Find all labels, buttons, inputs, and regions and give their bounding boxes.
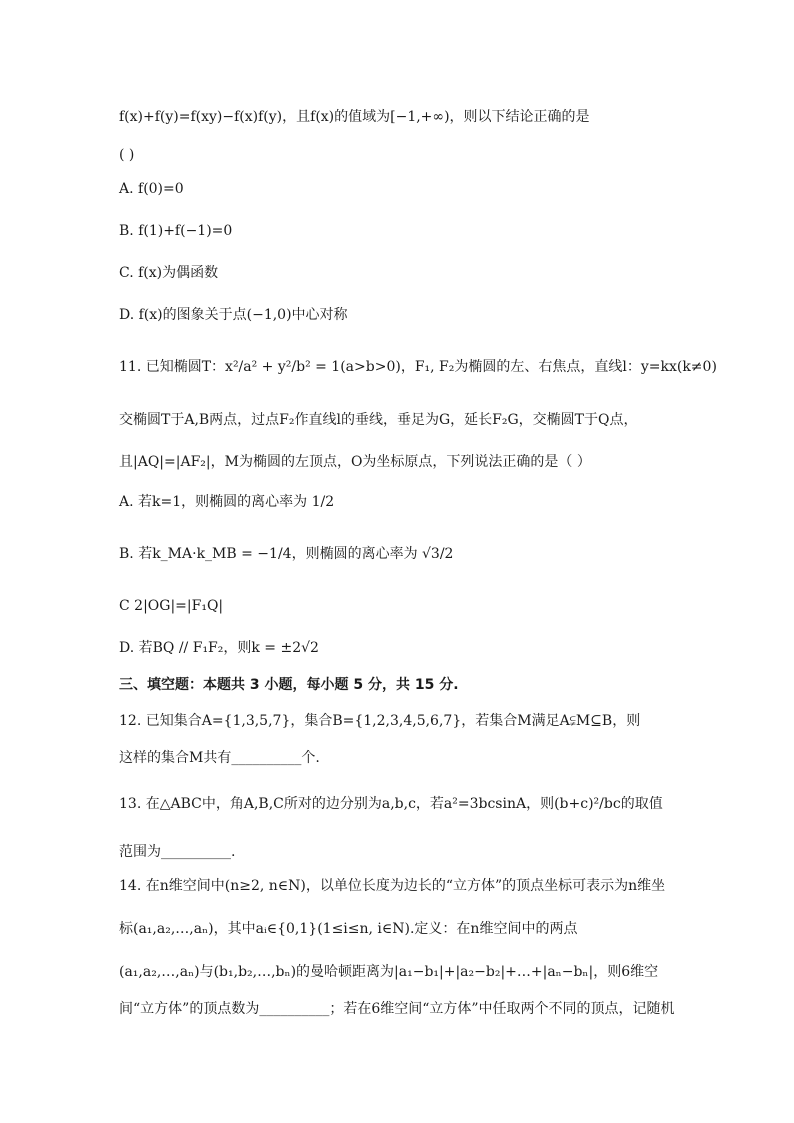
text-line-q11_c: C 2|OG|=|F₁Q| (119, 598, 224, 614)
text-line-q11_l3: 且|AQ|=|AF₂|，M为椭圆的左顶点，O为坐标原点，下列说法正确的是（ ） (119, 454, 591, 470)
text-line-q10_b: B. f(1)+f(−1)=0 (119, 223, 233, 239)
text-line-q10_a: A. f(0)=0 (119, 181, 184, 197)
text-line-q10_c: C. f(x)为偶函数 (119, 265, 219, 281)
text-line-q13_l1: 13. 在△ABC中，角A,B,C所对的边分别为a,b,c，若a²=3bcsinA，则(b+c)²/bc的取值 (119, 796, 663, 812)
text-line-q10_paren: ( ) (119, 147, 135, 163)
text-line-q14_l1: 14. 在n维空间中(n≥2, n∈N)，以单位长度为边长的“立方体”的顶点坐标可表示为n维坐 (119, 878, 666, 894)
text-line-q14_l4: 间“立方体”的顶点数为__________；若在6维空间“立方体”中任取两个不同的顶点，记随机 (119, 1001, 675, 1017)
text-line-sec3: 三、填空题：本题共 3 小题，每小题 5 分，共 15 分. (119, 677, 459, 693)
text-line-q11_l2: 交椭圆T于A,B两点，过点F₂作直线l的垂线，垂足为G，延长F₂G，交椭圆T于Q点， (119, 412, 638, 428)
text-line-q12_l2: 这样的集合M共有__________个. (119, 750, 320, 766)
text-line-q11_d: D. 若BQ // F₁F₂，则k = ±2√2 (119, 640, 319, 656)
text-line-q11_intro: 11. 已知椭圆T：x²/a² + y²/b² = 1(a>b>0)，F₁, F₂为椭圆的左、右焦点，直线l：y=kx(k≠0) (119, 359, 717, 375)
text-line-q10_cond: f(x)+f(y)=f(xy)−f(x)f(y)，且f(x)的值域为[−1,+∞)，则以下结论正确的是 (119, 109, 590, 125)
text-line-q10_d: D. f(x)的图象关于点(−1,0)中心对称 (119, 307, 348, 323)
text-line-q12_l1: 12. 已知集合A={1,3,5,7}，集合B={1,2,3,4,5,6,7}，若集合M满足A⫋M⊆B，则 (119, 713, 641, 729)
text-line-q13_l2: 范围为__________. (119, 844, 236, 860)
text-line-q14_l2: 标(a₁,a₂,…,aₙ)，其中aᵢ∈{0,1}(1≤i≤n, i∈N).定义：在n维空间中的两点 (119, 921, 578, 937)
text-line-q11_b: B. 若k_MA·k_MB = −1/4，则椭圆的离心率为 √3/2 (119, 546, 454, 562)
text-line-q14_l3: (a₁,a₂,…,aₙ)与(b₁,b₂,…,bₙ)的曼哈顿距离为|a₁−b₁|+|a₂−b₂|+…+|aₙ−bₙ|，则6维空 (119, 964, 659, 980)
text-line-q11_a: A. 若k=1，则椭圆的离心率为 1/2 (119, 494, 335, 510)
